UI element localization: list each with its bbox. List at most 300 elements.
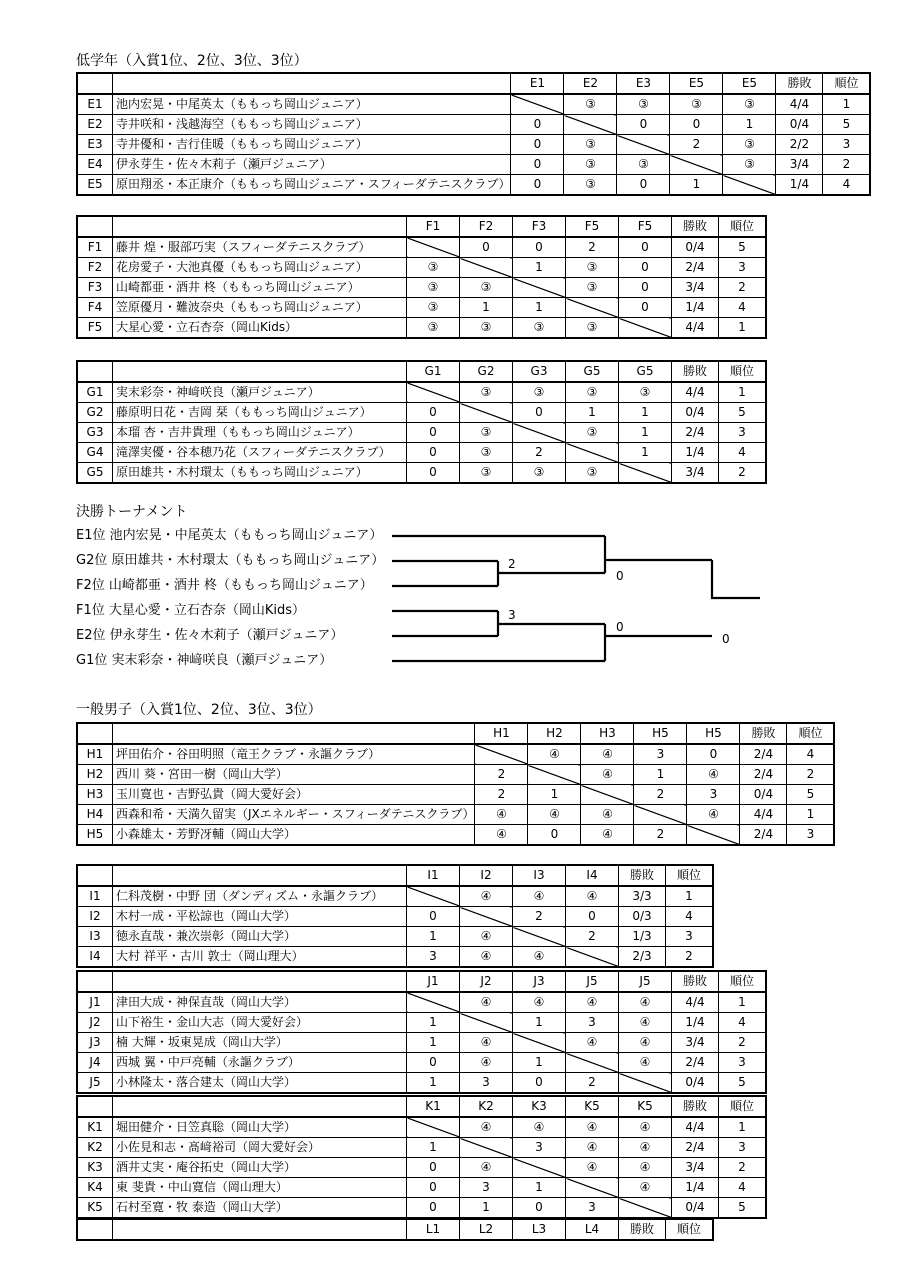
score-cell: ③ — [513, 382, 566, 403]
column-header: F1 — [407, 216, 460, 237]
score-cell: ③ — [407, 258, 460, 278]
header-blank — [77, 361, 113, 382]
score-cell: 0 — [407, 403, 460, 423]
win-loss: 2/4 — [672, 1138, 719, 1158]
score-cell: ④ — [619, 1117, 672, 1138]
diagonal-cell — [513, 1158, 566, 1178]
rank: 5 — [719, 1198, 767, 1219]
column-header: K1 — [407, 1096, 460, 1117]
rank: 3 — [823, 135, 871, 155]
diagonal-cell — [513, 278, 566, 298]
score-cell: ④ — [460, 927, 513, 947]
rank: 4 — [719, 1013, 767, 1033]
table-row — [77, 765, 834, 785]
column-header: K5 — [566, 1096, 619, 1117]
diagonal-cell — [407, 1117, 460, 1138]
team-name: 寺井咲和・浅越海空（ももっち岡山ジュニア） — [113, 115, 511, 135]
score-cell: 2 — [634, 785, 687, 805]
team-name: 笠原優月・難波奈央（ももっち岡山ジュニア） — [113, 298, 407, 318]
row-id: J5 — [77, 1073, 113, 1094]
score-cell: ④ — [619, 1178, 672, 1198]
round-robin-table — [76, 864, 714, 968]
bracket-entry: F2位 山崎都亜・酒井 柊（ももっち岡山ジュニア） — [76, 578, 373, 593]
team-name: 実末彩奈・神﨑咲良（瀬戸ジュニア） — [113, 382, 407, 403]
column-header: G1 — [407, 361, 460, 382]
score-cell: ③ — [566, 463, 619, 484]
score-cell: 1 — [407, 1033, 460, 1053]
score-cell: 1 — [460, 1198, 513, 1219]
header-blank — [77, 971, 113, 992]
row-id: J1 — [77, 992, 113, 1013]
score-cell: 1 — [407, 1138, 460, 1158]
team-name: 本瑠 杏・吉井貴理（ももっち岡山ジュニア） — [113, 423, 407, 443]
round-robin-table — [76, 722, 835, 846]
diagonal-cell — [460, 403, 513, 423]
score-cell: ③ — [723, 135, 776, 155]
score-cell: ④ — [513, 1117, 566, 1138]
team-name: 山下裕生・金山大志（岡大愛好会） — [113, 1013, 407, 1033]
score-cell: 0 — [407, 1198, 460, 1219]
score-cell: ③ — [617, 94, 670, 115]
table-row — [77, 1073, 766, 1094]
score-cell: 0 — [513, 1198, 566, 1219]
column-header: I4 — [566, 865, 619, 886]
rank: 5 — [719, 403, 767, 423]
header-blank — [113, 361, 407, 382]
score-cell: ③ — [407, 298, 460, 318]
rank: 3 — [719, 1138, 767, 1158]
score-cell: ③ — [564, 135, 617, 155]
bracket-score: 0 — [616, 620, 624, 634]
header-blank — [77, 1096, 113, 1117]
win-loss: 1/4 — [672, 1178, 719, 1198]
score-cell: ④ — [460, 1053, 513, 1073]
team-name: 坪田佑介・谷田明照（竜王クラブ・永謳クラブ） — [113, 744, 475, 765]
team-name: 小森雄太・芳野冴輔（岡山大学） — [113, 825, 475, 846]
team-name: 原田翔丞・本正康介（ももっち岡山ジュニア・スフィーダテニスクラブ） — [113, 175, 511, 196]
row-id: I2 — [77, 907, 113, 927]
score-cell: 1 — [566, 403, 619, 423]
column-header-wl: 勝敗 — [672, 1096, 719, 1117]
win-loss: 0/4 — [672, 403, 719, 423]
win-loss: 2/3 — [619, 947, 666, 968]
row-id: G2 — [77, 403, 113, 423]
score-cell: 0 — [407, 443, 460, 463]
score-cell: 2 — [513, 907, 566, 927]
rank: 4 — [823, 175, 871, 196]
score-cell: ④ — [528, 744, 581, 765]
column-header: G5 — [566, 361, 619, 382]
score-cell: ③ — [513, 318, 566, 339]
team-name: 池内宏晃・中尾英太（ももっち岡山ジュニア） — [113, 94, 511, 115]
score-cell: ③ — [460, 423, 513, 443]
row-id: G5 — [77, 463, 113, 484]
score-cell: ③ — [460, 443, 513, 463]
diagonal-cell — [566, 947, 619, 968]
rank: 3 — [666, 927, 714, 947]
win-loss: 3/4 — [672, 278, 719, 298]
table-row — [77, 298, 766, 318]
table-row — [77, 237, 766, 258]
score-cell: ④ — [475, 825, 528, 846]
score-cell: ④ — [460, 947, 513, 968]
win-loss: 0/3 — [619, 907, 666, 927]
rank: 5 — [719, 1073, 767, 1094]
row-id: I3 — [77, 927, 113, 947]
row-id: H1 — [77, 744, 113, 765]
score-cell: 0 — [407, 1053, 460, 1073]
diagonal-cell — [619, 1198, 672, 1219]
table-row — [77, 1033, 766, 1053]
table-header-row — [77, 1219, 713, 1240]
score-cell: ③ — [617, 155, 670, 175]
column-header: F5 — [566, 216, 619, 237]
table-row — [77, 907, 713, 927]
team-name: 仁科茂樹・中野 団（ダンディズム・永謳クラブ） — [113, 886, 407, 907]
row-id: F1 — [77, 237, 113, 258]
rank: 2 — [719, 463, 767, 484]
row-id: H5 — [77, 825, 113, 846]
table-row — [77, 785, 834, 805]
win-loss: 0/4 — [672, 237, 719, 258]
bracket-entry: E2位 伊永芽生・佐々木莉子（瀬戸ジュニア） — [76, 628, 344, 643]
row-id: E1 — [77, 94, 113, 115]
diagonal-cell — [407, 992, 460, 1013]
score-cell: 1 — [513, 1013, 566, 1033]
win-loss: 0/4 — [776, 115, 823, 135]
team-name: 津田大成・神保直哉（岡山大学） — [113, 992, 407, 1013]
win-loss: 3/4 — [672, 1158, 719, 1178]
table-row — [77, 927, 713, 947]
rank: 3 — [787, 825, 835, 846]
header-blank — [77, 216, 113, 237]
score-cell: ④ — [581, 744, 634, 765]
score-cell: 2 — [475, 765, 528, 785]
diagonal-cell — [460, 258, 513, 278]
diagonal-cell — [564, 115, 617, 135]
score-cell: 2 — [513, 443, 566, 463]
score-cell: 0 — [407, 1158, 460, 1178]
rank: 3 — [719, 423, 767, 443]
column-header-wl: 勝敗 — [672, 216, 719, 237]
diagonal-cell — [566, 1053, 619, 1073]
win-loss: 1/4 — [776, 175, 823, 196]
rank: 3 — [719, 258, 767, 278]
team-name: 西城 翼・中戸亮輔（永謳クラブ） — [113, 1053, 407, 1073]
score-cell: ④ — [619, 1158, 672, 1178]
diagonal-cell — [566, 298, 619, 318]
row-id: H3 — [77, 785, 113, 805]
score-cell: 0 — [670, 115, 723, 135]
team-name: 木村一成・平松諒也（岡山大学） — [113, 907, 407, 927]
round-robin-table — [76, 72, 871, 196]
score-cell: ④ — [619, 1033, 672, 1053]
column-header: J5 — [566, 971, 619, 992]
win-loss: 1/4 — [672, 298, 719, 318]
team-name: 藤井 煌・服部巧実（スフィーダテニスクラブ） — [113, 237, 407, 258]
table-row — [77, 258, 766, 278]
row-id: G1 — [77, 382, 113, 403]
win-loss: 0/4 — [740, 785, 787, 805]
score-cell: ④ — [528, 805, 581, 825]
score-cell: 1 — [407, 1073, 460, 1094]
score-cell: 0 — [619, 258, 672, 278]
win-loss: 2/4 — [672, 423, 719, 443]
score-cell: ③ — [566, 382, 619, 403]
column-header: E1 — [511, 73, 564, 94]
diagonal-cell — [407, 237, 460, 258]
header-blank — [113, 1096, 407, 1117]
header-blank — [77, 723, 113, 744]
row-id: H4 — [77, 805, 113, 825]
score-cell: 2 — [566, 237, 619, 258]
score-cell: 0 — [511, 175, 564, 196]
win-loss: 2/4 — [740, 744, 787, 765]
rank: 2 — [719, 278, 767, 298]
team-name: 楠 大輝・坂東晃成（岡山大学） — [113, 1033, 407, 1053]
round-robin-table — [76, 1218, 714, 1241]
table-row — [77, 403, 766, 423]
score-cell: ③ — [566, 318, 619, 339]
bracket-title: 決勝トーナメント — [76, 504, 188, 520]
score-cell: 0 — [566, 907, 619, 927]
score-cell: 3 — [407, 947, 460, 968]
win-loss: 3/4 — [672, 1033, 719, 1053]
rank: 1 — [719, 1117, 767, 1138]
team-name: 西川 葵・宮田一樹（岡山大学） — [113, 765, 475, 785]
rank: 1 — [787, 805, 835, 825]
score-cell: ③ — [564, 175, 617, 196]
score-cell: ④ — [566, 992, 619, 1013]
score-cell: 0 — [513, 403, 566, 423]
score-cell: 0 — [407, 907, 460, 927]
row-id: K5 — [77, 1198, 113, 1219]
column-header-wl: 勝敗 — [619, 865, 666, 886]
rank: 1 — [823, 94, 871, 115]
diagonal-cell — [723, 175, 776, 196]
score-cell: 0 — [407, 463, 460, 484]
win-loss: 2/4 — [740, 825, 787, 846]
row-id: F2 — [77, 258, 113, 278]
table-header-row — [77, 1096, 766, 1117]
score-cell: 1 — [634, 765, 687, 785]
column-header: H5 — [634, 723, 687, 744]
win-loss: 3/4 — [776, 155, 823, 175]
table-row — [77, 1138, 766, 1158]
win-loss: 4/4 — [672, 992, 719, 1013]
diagonal-cell — [460, 1138, 513, 1158]
score-cell: ④ — [619, 1138, 672, 1158]
score-cell: 1 — [513, 1178, 566, 1198]
column-header: F2 — [460, 216, 513, 237]
column-header: L1 — [407, 1219, 460, 1240]
row-id: J2 — [77, 1013, 113, 1033]
score-cell: ③ — [407, 278, 460, 298]
table-row — [77, 886, 713, 907]
table-row — [77, 443, 766, 463]
table-row — [77, 423, 766, 443]
score-cell: ④ — [566, 1117, 619, 1138]
column-header-rank: 順位 — [666, 1219, 714, 1240]
rank: 2 — [719, 1033, 767, 1053]
rank: 1 — [719, 382, 767, 403]
score-cell: 2 — [634, 825, 687, 846]
team-name: 徳永直哉・兼次崇彰（岡山大学） — [113, 927, 407, 947]
score-cell: ④ — [581, 805, 634, 825]
column-header-wl: 勝敗 — [672, 361, 719, 382]
score-cell: ④ — [460, 886, 513, 907]
diagonal-cell — [513, 423, 566, 443]
score-cell: ④ — [566, 1158, 619, 1178]
table-row — [77, 1117, 766, 1138]
column-header-wl: 勝敗 — [776, 73, 823, 94]
score-cell: ③ — [460, 318, 513, 339]
score-cell: 3 — [687, 785, 740, 805]
score-cell: ④ — [460, 992, 513, 1013]
diagonal-cell — [634, 805, 687, 825]
score-cell: 1 — [460, 298, 513, 318]
rank: 4 — [787, 744, 835, 765]
header-blank — [77, 865, 113, 886]
score-cell: 2 — [475, 785, 528, 805]
diagonal-cell — [460, 1013, 513, 1033]
score-cell: ③ — [564, 155, 617, 175]
win-loss: 1/3 — [619, 927, 666, 947]
rank: 1 — [666, 886, 714, 907]
row-id: J3 — [77, 1033, 113, 1053]
header-blank — [113, 971, 407, 992]
column-header-rank: 順位 — [787, 723, 835, 744]
row-id: E5 — [77, 175, 113, 196]
column-header: F3 — [513, 216, 566, 237]
diagonal-cell — [566, 443, 619, 463]
score-cell: ③ — [566, 258, 619, 278]
header-blank — [77, 73, 113, 94]
row-id: G3 — [77, 423, 113, 443]
score-cell: 0 — [619, 237, 672, 258]
win-loss: 2/2 — [776, 135, 823, 155]
diagonal-cell — [619, 1073, 672, 1094]
table-row — [77, 744, 834, 765]
score-cell: 1 — [723, 115, 776, 135]
win-loss: 2/4 — [672, 258, 719, 278]
column-header: L3 — [513, 1219, 566, 1240]
team-name: 山崎都亜・酒井 柊（ももっち岡山ジュニア） — [113, 278, 407, 298]
table-header-row — [77, 73, 870, 94]
score-cell: ④ — [619, 1053, 672, 1073]
score-cell: 0 — [619, 278, 672, 298]
team-name: 堀田健介・日笠真聡（岡山大学） — [113, 1117, 407, 1138]
rank: 5 — [787, 785, 835, 805]
score-cell: 1 — [670, 175, 723, 196]
score-cell: ④ — [460, 1033, 513, 1053]
score-cell: ③ — [723, 94, 776, 115]
column-header-rank: 順位 — [666, 865, 714, 886]
score-cell: 1 — [619, 403, 672, 423]
team-name: 小佐見和志・髙﨑裕司（岡大愛好会） — [113, 1138, 407, 1158]
diagonal-cell — [513, 1033, 566, 1053]
score-cell: 0 — [687, 744, 740, 765]
table-row — [77, 94, 870, 115]
score-cell: 1 — [513, 298, 566, 318]
column-header-rank: 順位 — [719, 1096, 767, 1117]
row-id: K3 — [77, 1158, 113, 1178]
table-row — [77, 1013, 766, 1033]
score-cell: 0 — [528, 825, 581, 846]
score-cell: ③ — [407, 318, 460, 339]
column-header: G5 — [619, 361, 672, 382]
score-cell: 0 — [619, 298, 672, 318]
column-header: J5 — [619, 971, 672, 992]
table-row — [77, 992, 766, 1013]
column-header: F5 — [619, 216, 672, 237]
table-row — [77, 947, 713, 968]
row-id: K4 — [77, 1178, 113, 1198]
diagonal-cell — [513, 927, 566, 947]
team-name: 藤原明日花・吉岡 栞（ももっち岡山ジュニア） — [113, 403, 407, 423]
score-cell: ③ — [723, 155, 776, 175]
score-cell: ④ — [513, 886, 566, 907]
column-header: E5 — [670, 73, 723, 94]
bracket-entry: F1位 大星心愛・立石杏奈（岡山Kids） — [76, 603, 306, 618]
rank: 4 — [719, 1178, 767, 1198]
bracket-entry: E1位 池内宏晃・中尾英太（ももっち岡山ジュニア） — [76, 528, 383, 543]
win-loss: 2/4 — [672, 1053, 719, 1073]
score-cell: ③ — [460, 278, 513, 298]
score-cell: 3 — [513, 1138, 566, 1158]
header-blank — [113, 1219, 407, 1240]
score-cell: ③ — [460, 382, 513, 403]
diagonal-cell — [511, 94, 564, 115]
rank: 1 — [719, 992, 767, 1013]
column-header: J1 — [407, 971, 460, 992]
column-header: E5 — [723, 73, 776, 94]
column-header: K5 — [619, 1096, 672, 1117]
table-header-row — [77, 971, 766, 992]
rank: 4 — [666, 907, 714, 927]
row-id: F3 — [77, 278, 113, 298]
team-name: 滝澤実優・谷本穂乃花（スフィーダテニスクラブ） — [113, 443, 407, 463]
score-cell: 0 — [511, 135, 564, 155]
score-cell: ④ — [566, 1033, 619, 1053]
row-id: G4 — [77, 443, 113, 463]
score-cell: ③ — [566, 278, 619, 298]
section-title: 一般男子（入賞1位、2位、3位、3位） — [76, 702, 322, 718]
table-row — [77, 805, 834, 825]
row-id: J4 — [77, 1053, 113, 1073]
team-name: 小林隆太・落合建太（岡山大学） — [113, 1073, 407, 1094]
rank: 4 — [719, 298, 767, 318]
win-loss: 3/4 — [672, 463, 719, 484]
diagonal-cell — [619, 463, 672, 484]
win-loss: 2/4 — [740, 765, 787, 785]
score-cell: 0 — [511, 155, 564, 175]
score-cell: 1 — [513, 258, 566, 278]
bracket-score: 2 — [508, 557, 516, 571]
table-row — [77, 115, 870, 135]
row-id: I4 — [77, 947, 113, 968]
column-header-wl: 勝敗 — [619, 1219, 666, 1240]
score-cell: ③ — [566, 423, 619, 443]
team-name: 酒井丈実・庵谷拓史（岡山大学） — [113, 1158, 407, 1178]
bracket-entry: G1位 実末彩奈・神﨑咲良（瀬戸ジュニア） — [76, 653, 333, 668]
score-cell: 3 — [566, 1013, 619, 1033]
score-cell: 3 — [566, 1198, 619, 1219]
row-id: H2 — [77, 765, 113, 785]
column-header: H1 — [475, 723, 528, 744]
score-cell: 3 — [460, 1073, 513, 1094]
column-header: G2 — [460, 361, 513, 382]
